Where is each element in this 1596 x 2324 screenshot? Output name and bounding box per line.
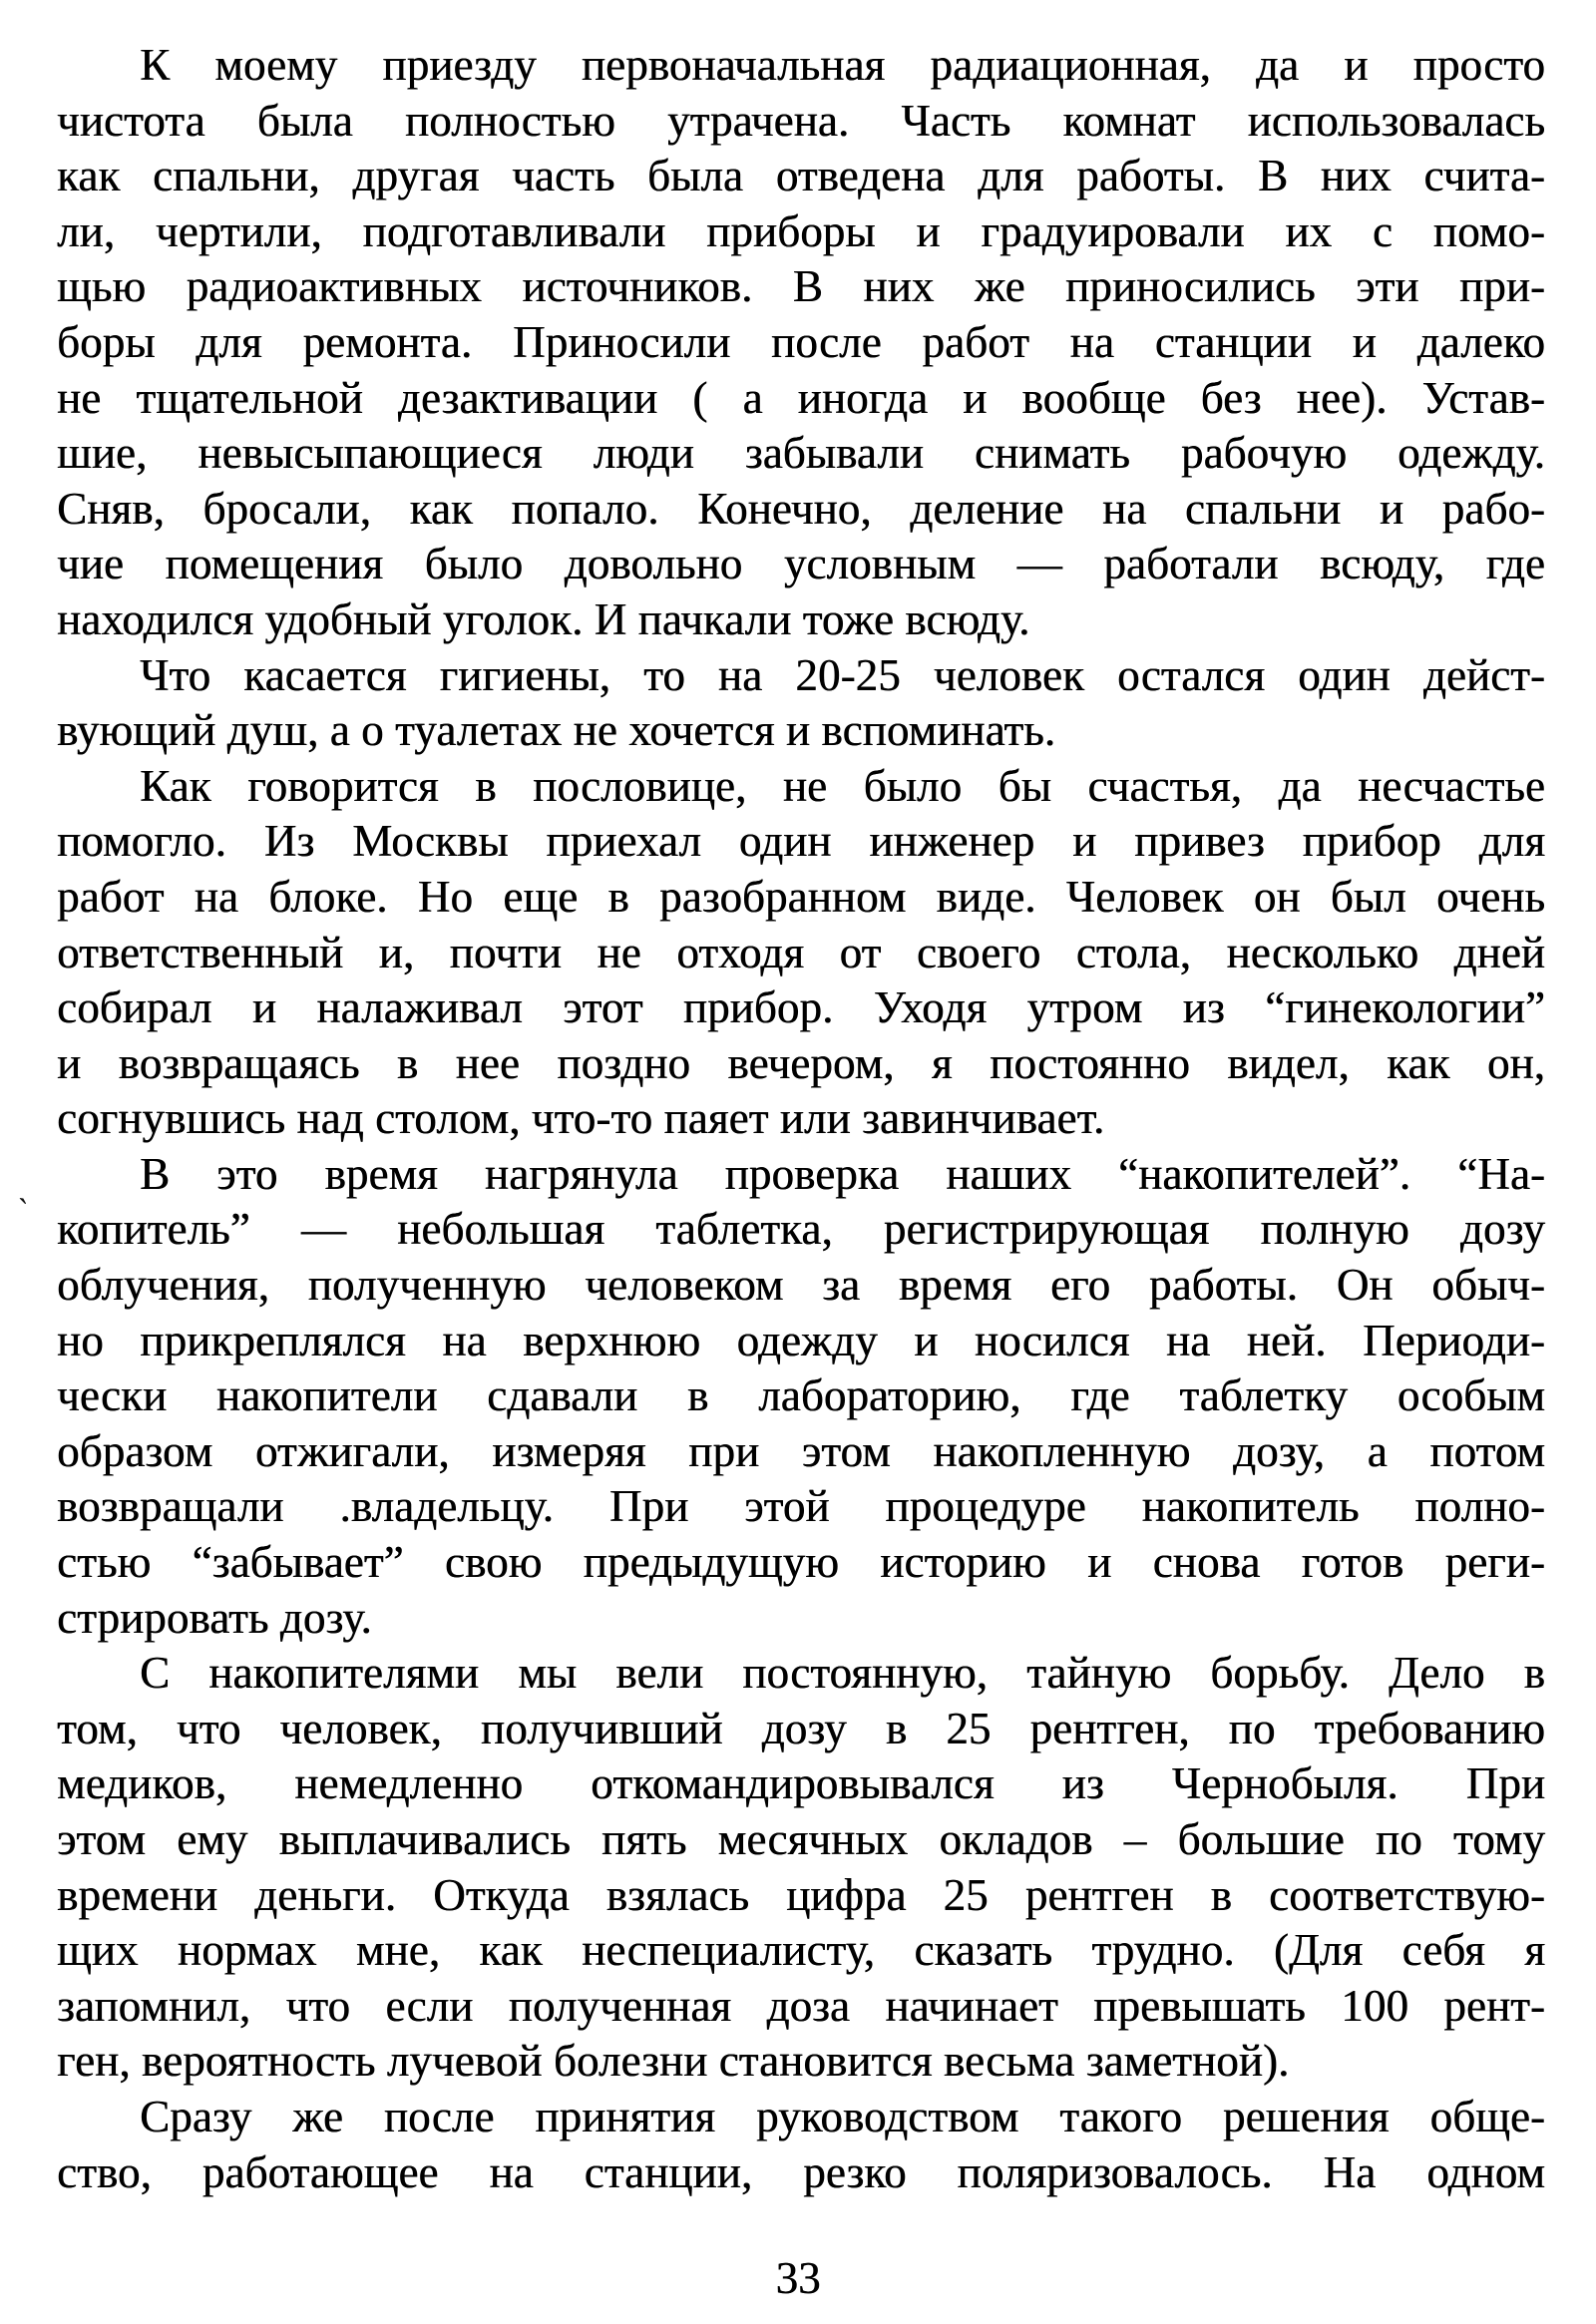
text-line: копитель” — небольшая таблетка, регистрирующая полную дозу bbox=[57, 1204, 1545, 1255]
text-line: Что касается гигиены, то на 20-25 человек остался один дейст- bbox=[140, 649, 1545, 700]
text-line: образом отжигали, измеряя при этом накопленную дозу, а потом bbox=[57, 1425, 1545, 1476]
text-line: чески накопители сдавали в лабораторию, где таблетку особым bbox=[57, 1370, 1545, 1421]
text-line: возвращали .владельцу. При этой процедуре накопитель полно- bbox=[57, 1481, 1545, 1532]
text-line: как спальни, другая часть была отведена для работы. В них счита- bbox=[57, 151, 1545, 201]
text-line: ответственный и, почти не отходя от своего стола, несколько дней bbox=[57, 927, 1545, 977]
text-line: но прикреплялся на верхнюю одежду и носился на ней. Периоди- bbox=[57, 1315, 1545, 1365]
text-line: К моему приезду первоначальная радиационная, да и просто bbox=[140, 40, 1545, 90]
text-line: том, что человек, получивший дозу в 25 рентген, по требованию bbox=[57, 1703, 1545, 1753]
text-line: боры для ремонта. Приносили после работ на станции и далеко bbox=[57, 316, 1545, 367]
text-line: находился удобный уголок. И пачкали тоже всюду. bbox=[57, 593, 1030, 644]
text-line: чие помещения было довольно условным — работали всюду, где bbox=[57, 539, 1545, 589]
text-line: В это время нагрянула проверка наших “накопителей”. “На- bbox=[140, 1148, 1545, 1199]
page-number: 33 bbox=[775, 2253, 821, 2303]
text-line: помогло. Из Москвы приехал один инженер и привез прибор для bbox=[57, 816, 1545, 867]
text-line: шие, невысыпающиеся люди забывали снимать рабочую одежду. bbox=[57, 428, 1545, 479]
text-line: стрировать дозу. bbox=[57, 1592, 372, 1643]
text-line: ли, чертили, подготавливали приборы и градуировали их с помо- bbox=[57, 205, 1545, 256]
text-line: медиков, немедленно откомандировывался из Чернобыля. При bbox=[57, 1758, 1545, 1809]
text-line: вующий душ, а о туалетах не хочется и вспоминать. bbox=[57, 705, 1056, 756]
margin-ink-artifact: ˋ bbox=[13, 1192, 30, 1231]
text-line: Сняв, бросали, как попало. Конечно, деление на спальни и рабо- bbox=[57, 483, 1545, 534]
text-line: щью радиоактивных источников. В них же приносились эти при- bbox=[57, 261, 1545, 312]
text-line: работ на блоке. Но еще в разобранном виде. Человек он был очень bbox=[57, 871, 1545, 922]
text-line: запомнил, что если полученная доза начинает превышать 100 рент- bbox=[57, 1980, 1545, 2031]
text-line: согнувшись над столом, что-то паяет или завинчивает. bbox=[57, 1093, 1105, 1144]
text-line: С накопителями мы вели постоянную, тайную борьбу. Дело в bbox=[140, 1648, 1545, 1699]
text-line: Как говорится в пословице, не было бы счастья, да несчастье bbox=[140, 760, 1545, 811]
text-line: этом ему выплачивались пять месячных окладов – большие по тому bbox=[57, 1814, 1545, 1864]
text-line: щих нормах мне, как неспециалисту, сказать трудно. (Для себя я bbox=[57, 1925, 1545, 1976]
text-line: времени деньги. Откуда взялась цифра 25 рентген в соответствую- bbox=[57, 1869, 1545, 1920]
text-line: не тщательной дезактивации ( а иногда и вообще без нее). Устав- bbox=[57, 372, 1545, 423]
text-line: облучения, полученную человеком за время его работы. Он обыч- bbox=[57, 1260, 1545, 1311]
text-line: стью “забывает” свою предыдущую историю и снова готов реги- bbox=[57, 1537, 1545, 1588]
text-line: ство, работающее на станции, резко поляризовалось. На одном bbox=[57, 2146, 1545, 2197]
text-line: чистота была полностью утрачена. Часть комнат использовалась bbox=[57, 95, 1545, 146]
text-block bbox=[57, 38, 1545, 2200]
text-line: Сразу же после принятия руководством такого решения обще- bbox=[140, 2091, 1545, 2141]
text-line: и возвращаясь в нее поздно вечером, я постоянно видел, как он, bbox=[57, 1037, 1545, 1088]
text-line: собирал и налаживал этот прибор. Уходя утром из “гинекологии” bbox=[57, 982, 1545, 1033]
text-line: ген, вероятность лучевой болезни становится весьма заметной). bbox=[57, 2036, 1290, 2087]
